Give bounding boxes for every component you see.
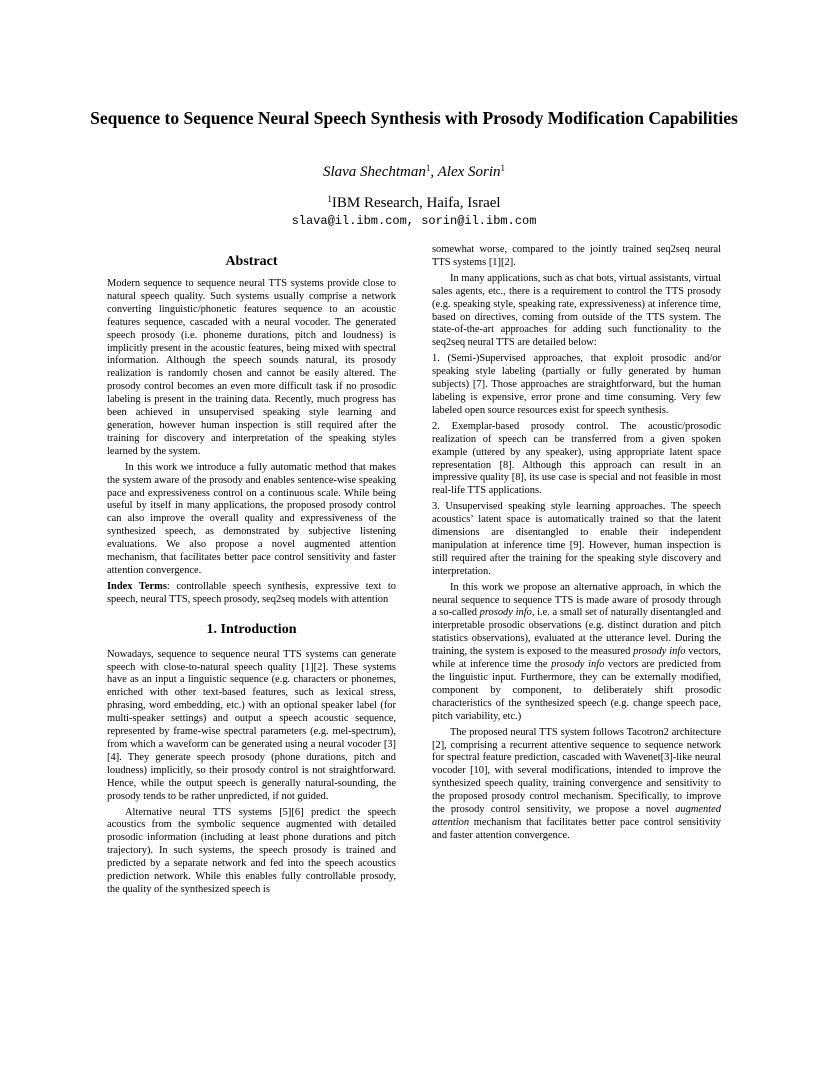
index-terms-label: Index Terms (107, 580, 167, 592)
author-line (0, 163, 828, 181)
author-name: Alex Sorin (437, 164, 501, 180)
author-emails: slava@il.ibm.com, sorin@il.ibm.com (291, 214, 537, 228)
body-paragraph: In many applications, such as chat bots, virtual assistants, virtual sales agents, etc., there is a requirement to control the TTS prosody (e.g. speaking style, speaking rate, expressiveness) at inference time, based on directives, coming from outside of the TTS system. The state-of-the-art approaches for adding such functionality to the seq2seq neural TTS are detailed below: (432, 272, 721, 349)
list-item: 2. Exemplar-based prosody control. The acoustic/prosodic realization of speech can be transferred from a given spoken example (uttered by any speaker), using appropriate latent space representation [8]. Although this approach can result in an impressive quality [8], its use case is special and not feasible in most real-life TTS applications. (432, 420, 721, 497)
abstract-paragraph: Modern sequence to sequence neural TTS systems provide close to natural speech quality. Such systems usually comprise a network converting linguistic/phonetic features sequence to an acoustic features sequence, cascaded with a neural vocoder. The generated speech prosody (i.e. phoneme durations, pitch and loudness) is implicitly present in the acoustic features, being mixed with spectral information. Although the speech sounds natural, its prosody realization is randomly chosen and cannot be easily altered. The prosody control becomes an even more difficult task if no prosodic labeling is present in the training data. Recently, much progress has been achieved in unsupervised speaking style learning and generation, however human inspection is still required after the training for discovery and interpretation of the speaking styles learned by the system. (107, 278, 396, 457)
author-separator: , (430, 164, 438, 180)
emphasis-term: prosody info (551, 659, 605, 671)
text-run: The proposed neural TTS system follows Tacotron2 architecture [2], comprising a recurrent attentive sequence to sequence network for spectral feature prediction, cascaded with Wavenet[3]-like neural vocoder [10], with several modifications, intended to improve the synthesized speech quality, training convergence and sensitivity to the proposed prosody control mechanism. Specifically, to improve the prosody control sensitivity, we propose a novel (432, 726, 721, 816)
body-paragraph: Alternative neural TTS systems [5][6] predict the speech acoustics from the symbolic sequence augmented with detailed prosodic information (including at least phone durations and pitch trajectory). In such systems, the speech prosody is trained and predicted by a separate network and fed into the speech acoustics prediction network. While this enables fully controllable prosody, the quality of the synthesized speech is (107, 806, 396, 895)
paper-title: Sequence to Sequence Neural Speech Synthesis with Prosody Modification Capabilities (90, 108, 738, 128)
emphasis-term: prosody info (479, 607, 532, 619)
emphasis-term: augmented attention (432, 804, 721, 828)
right-column (432, 244, 721, 843)
abstract-heading: Abstract (225, 254, 278, 269)
section-heading-introduction: 1. Introduction (206, 621, 297, 637)
body-paragraph: Nowadays, sequence to sequence neural TTS systems can generate speech with close-to-natural speech quality [1][2]. These systems have as an input a linguistic sequence (e.g. characters or phonemes, enriched with other text-based features, such as lexical stress, phrasing, word embedding, etc.) with an optional speaker label (for multi-speaker settings) and output a speech acoustic sequence, represented by frame-wise spectral parameters (e.g. mel-spectrum), from which a waveform can be generated using a neural vocoder [3][4]. They generate speech prosody (phone durations, pitch and loudness) implicitly, so their prosody control is not straightforward. Hence, while the output speech is generally natural-sounding, the prosody tends to be rather unpredicted, if not guided. (107, 648, 396, 802)
text-run: , i.e. a small set of naturally disentangled and interpretable prosodic observations (e.g. distinct duration and pitch statistics observations), evaluated at the utterance level. During the training, the system is exposed to the measured (432, 607, 721, 658)
body-paragraph (432, 582, 721, 724)
author-affiliation-mark: 1 (425, 163, 431, 173)
list-item: 1. (Semi-)Supervised approaches, that exploit prosodic and/or speaking style labeling (partially or fully generated by human subjects) [7]. Those approaches are straightforward, but the human labeling is expensive, error prone and time consuming. Very few labeled open source resources exist for speech synthesis. (432, 353, 721, 416)
emphasis-term: prosody info (633, 646, 686, 658)
index-terms-text: : controllable speech synthesis, expressive text to speech, neural TTS, speech prosody, seq2seq models with attention (107, 580, 396, 605)
body-paragraph (432, 727, 721, 843)
affiliation: IBM Research, Haifa, Israel (331, 195, 501, 211)
text-run: In this work we propose an alternative approach, in which the neural sequence to sequence TTS is made aware of prosody through a so-called (432, 581, 721, 619)
author-affiliation-mark: 1 (500, 163, 506, 173)
text-run: vectors, while at inference time the (432, 646, 721, 671)
body-paragraph: somewhat worse, compared to the jointly trained seq2seq neural TTS systems [1][2]. (432, 244, 721, 268)
affiliation-mark: 1 (327, 194, 332, 204)
left-column (107, 244, 396, 897)
index-terms (107, 581, 396, 607)
author-name: Slava Shechtman (322, 164, 426, 180)
list-item: 3. Unsupervised speaking style learning approaches. The speech acoustics’ latent space is automatically trained so that the latent dimensions are disentangled to enable their independent manipulation at inference time [9]. However, human inspection is still required after the training for the speaking style discovery and interpretation. (432, 501, 721, 577)
abstract-paragraph: In this work we introduce a fully automatic method that makes the system aware of the prosody and enables sentence-wise speaking pace and expressiveness control on a continuous scale. While being useful by itself in many applications, the proposed prosody control can also improve the overall quality and expressiveness of the synthesized speech, as demonstrated by subjective listening evaluations. We also propose a novel augmented attention mechanism, that facilitates better pace control sensitivity and faster attention convergence. (107, 461, 396, 576)
text-run: vectors are predicted from the linguistic input. Furthermore, they can be externally modified, component by component, to deliberately shift prosodic characteristics of the synthesized speech (e.g. change speech pace, pitch variability, etc.) (432, 659, 721, 722)
text-run: mechanism that facilitates better pace control sensitivity and faster attention convergence. (432, 816, 721, 841)
affiliation-line (0, 194, 828, 212)
